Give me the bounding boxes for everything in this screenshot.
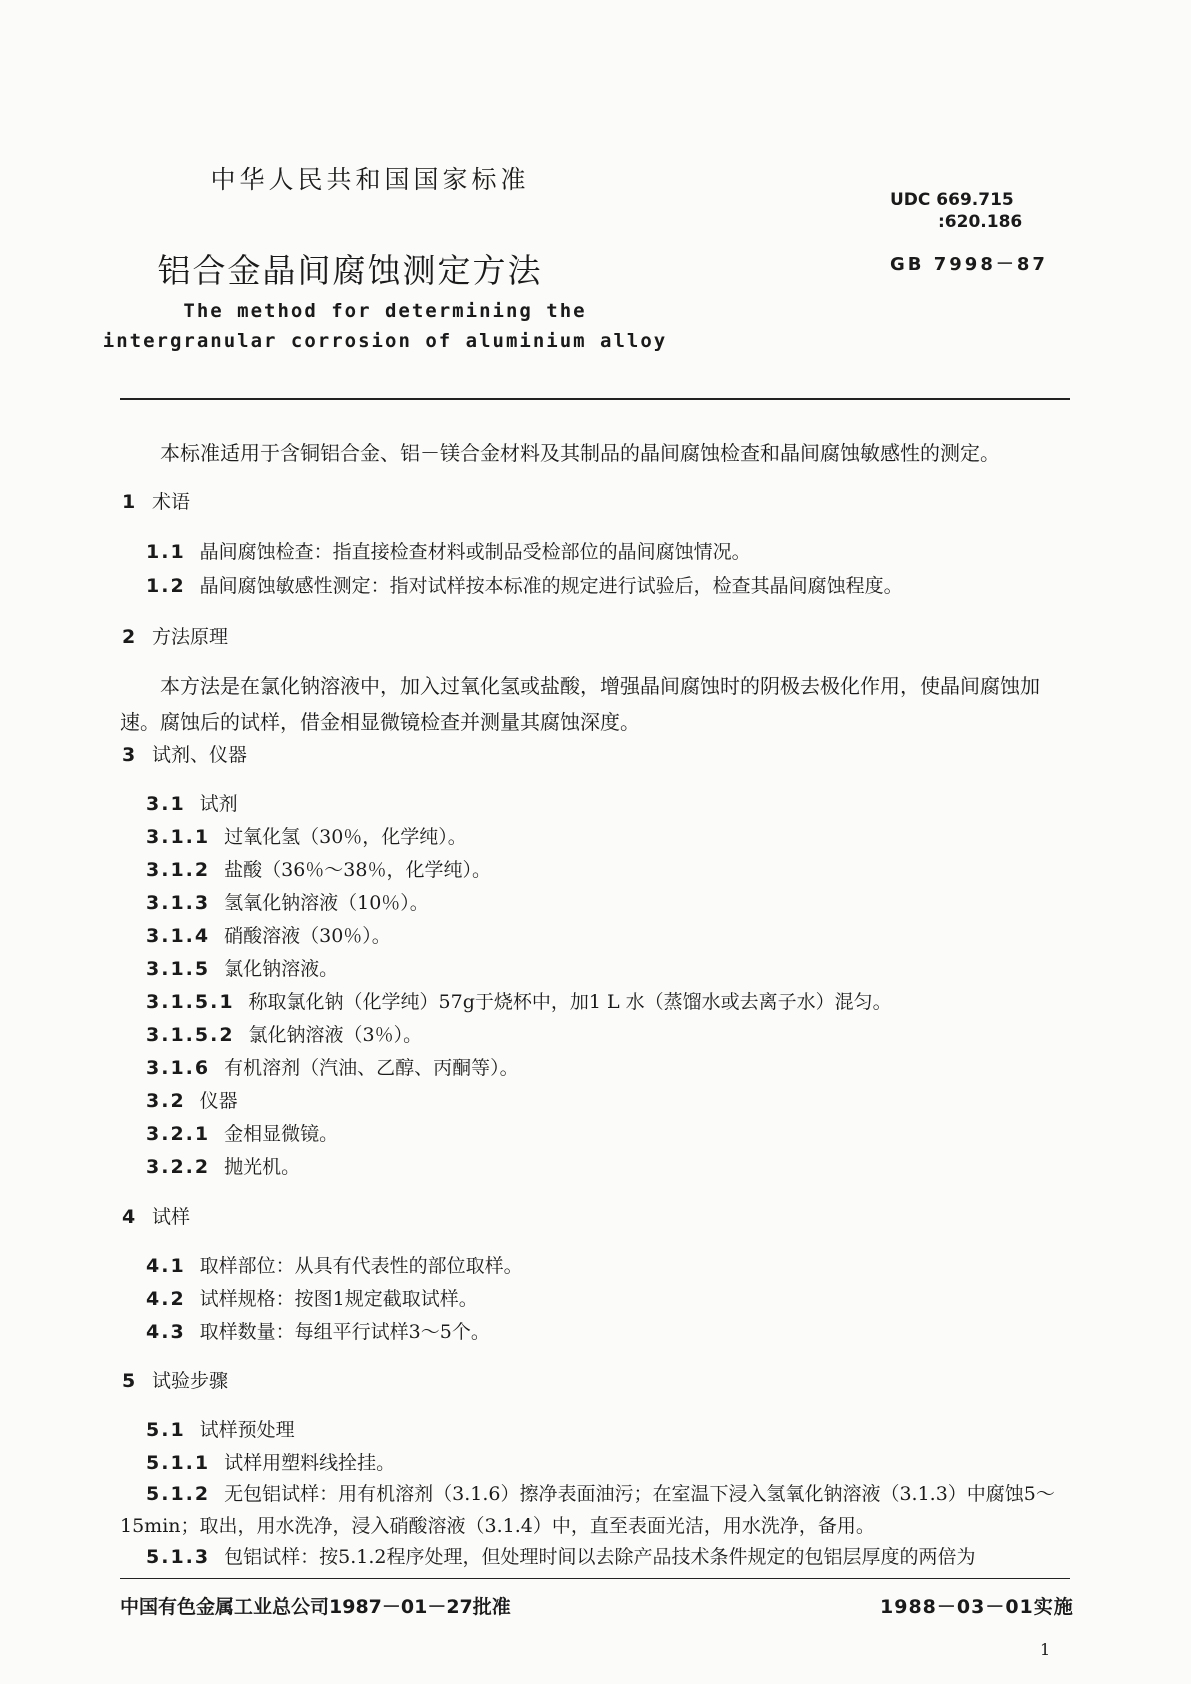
clause-1-2	[146, 571, 903, 598]
clause-number: 5.1	[146, 1419, 186, 1441]
clause-5-1-1	[146, 1448, 395, 1475]
section-1-heading	[122, 487, 190, 514]
clause-text: 晶间腐蚀检查：指直接检查材料或制品受检部位的晶间腐蚀情况。	[199, 541, 751, 563]
clause-3-1-5-1	[146, 987, 892, 1014]
clause-text: 盐酸（36％～38％，化学纯）。	[224, 859, 491, 881]
clause-text: 仪器	[199, 1090, 238, 1112]
clause-number: 5.1.2	[146, 1483, 211, 1505]
clause-text: 金相显微镜。	[224, 1123, 339, 1145]
national-standard-heading: 中华人民共和国国家标准	[210, 165, 530, 194]
section-title: 试样	[152, 1206, 191, 1228]
section-5-heading	[122, 1366, 228, 1393]
clause-3-1-3	[146, 888, 429, 915]
clause-3-1	[146, 789, 238, 816]
header-divider	[120, 398, 1070, 400]
clause-4-1	[146, 1251, 523, 1278]
clause-4-3	[146, 1317, 490, 1344]
clause-number: 3.2.1	[146, 1123, 211, 1145]
clause-number: 3.1.6	[146, 1057, 211, 1079]
section-number: 5	[122, 1370, 136, 1392]
clause-3-2	[146, 1086, 238, 1113]
clause-number: 3.2	[146, 1090, 186, 1112]
section-3-heading	[122, 740, 247, 767]
clause-text: 取样数量：每组平行试样3～5个。	[199, 1321, 490, 1343]
clause-number: 1.2	[146, 575, 186, 597]
clause-text: 称取氯化钠（化学纯）57g于烧杯中，加1 L 水（蒸馏水或去离子水）混匀。	[248, 991, 892, 1013]
section-title: 试验步骤	[152, 1370, 229, 1392]
clause-text: 试样用塑料线拴挂。	[224, 1452, 396, 1474]
page-number: 1	[1040, 1640, 1051, 1659]
section-number: 4	[122, 1206, 136, 1228]
clause-text: 氢氧化钠溶液（10％）。	[224, 892, 429, 914]
clause-5-1-2	[120, 1478, 1070, 1542]
section-title: 试剂、仪器	[152, 744, 248, 766]
effective-date: 1988－03－01实施	[880, 1596, 1074, 1618]
title-english-line1: The method for determining the	[183, 300, 587, 322]
clause-3-1-6	[146, 1053, 519, 1080]
footer-divider	[120, 1578, 1070, 1579]
udc-code-line1: UDC 669.715	[890, 190, 1014, 210]
clause-3-1-2	[146, 855, 491, 882]
clause-text: 试样规格：按图1规定截取试样。	[199, 1288, 478, 1310]
scope-paragraph: 本标准适用于含铜铝合金、铝－镁合金材料及其制品的晶间腐蚀检查和晶间腐蚀敏感性的测定。	[160, 441, 1000, 465]
clause-3-2-1	[146, 1119, 338, 1146]
clause-5-1-3	[146, 1542, 1066, 1569]
section-number: 2	[122, 626, 136, 648]
clause-number: 1.1	[146, 541, 186, 563]
clause-text: 氯化钠溶液（3％）。	[248, 1024, 423, 1046]
clause-3-2-2	[146, 1152, 300, 1179]
clause-3-1-4	[146, 921, 391, 948]
clause-text: 试样预处理	[199, 1419, 295, 1441]
principle-paragraph: 本方法是在氯化钠溶液中，加入过氧化氢或盐酸，增强晶间腐蚀时的阴极去极化作用，使晶间腐蚀加速。腐蚀后的试样，借金相显微镜检查并测量其腐蚀深度。	[120, 674, 1040, 734]
clause-number: 3.1.5.2	[146, 1024, 235, 1046]
clause-number: 4.3	[146, 1321, 186, 1343]
section-title: 方法原理	[152, 626, 229, 648]
clause-5-1	[146, 1415, 295, 1442]
clause-text: 抛光机。	[224, 1156, 301, 1178]
clause-text: 氯化钠溶液。	[224, 958, 339, 980]
clause-number: 3.1.3	[146, 892, 211, 914]
clause-number: 3.1.5.1	[146, 991, 235, 1013]
clause-number: 5.1.3	[146, 1546, 211, 1568]
clause-number: 3.1.5	[146, 958, 211, 980]
clause-text: 取样部位：从具有代表性的部位取样。	[199, 1255, 523, 1277]
section-4-heading	[122, 1202, 190, 1229]
section-2-heading	[122, 622, 228, 649]
clause-text: 试剂	[199, 793, 238, 815]
clause-text: 包铝试样：按5.1.2程序处理，但处理时间以去除产品技术条件规定的包铝层厚度的两倍为	[224, 1546, 976, 1568]
clause-text: 有机溶剂（汽油、乙醇、丙酮等）。	[224, 1057, 519, 1079]
gb-standard-number: GB 7998－87	[890, 254, 1048, 275]
clause-number: 3.2.2	[146, 1156, 211, 1178]
clause-text: 硝酸溶液（30％）。	[224, 925, 391, 947]
section-title: 术语	[152, 491, 191, 513]
clause-3-1-5	[146, 954, 338, 981]
clause-text: 晶间腐蚀敏感性测定：指对试样按本标准的规定进行试验后，检查其晶间腐蚀程度。	[199, 575, 903, 597]
clause-1-1	[146, 537, 751, 564]
clause-number: 4.1	[146, 1255, 186, 1277]
clause-number: 4.2	[146, 1288, 186, 1310]
clause-text: 过氧化氢（30％，化学纯）。	[224, 826, 467, 848]
section-number: 3	[122, 744, 136, 766]
clause-number: 5.1.1	[146, 1452, 211, 1474]
clause-3-1-5-2	[146, 1020, 422, 1047]
title-chinese: 铝合金晶间腐蚀测定方法	[157, 251, 543, 290]
udc-code-line2: :620.186	[938, 212, 1023, 232]
clause-3-1-1	[146, 822, 467, 849]
clause-4-2	[146, 1284, 478, 1311]
clause-number: 3.1.4	[146, 925, 211, 947]
clause-number: 3.1	[146, 793, 186, 815]
approval-date: 中国有色金属工业总公司1987－01－27批准	[120, 1596, 511, 1618]
section-number: 1	[122, 491, 136, 513]
clause-number: 3.1.2	[146, 859, 211, 881]
title-english-line2: intergranular corrosion of aluminium alloy	[102, 330, 668, 352]
clause-text: 无包铝试样：用有机溶剂（3.1.6）擦净表面油污；在室温下浸入氢氧化钠溶液（3.1.3）中腐蚀5～15min；取出，用水洗净，浸入硝酸溶液（3.1.4）中，直至表面光洁，用水洗净，备用。	[120, 1483, 1055, 1537]
clause-number: 3.1.1	[146, 826, 211, 848]
